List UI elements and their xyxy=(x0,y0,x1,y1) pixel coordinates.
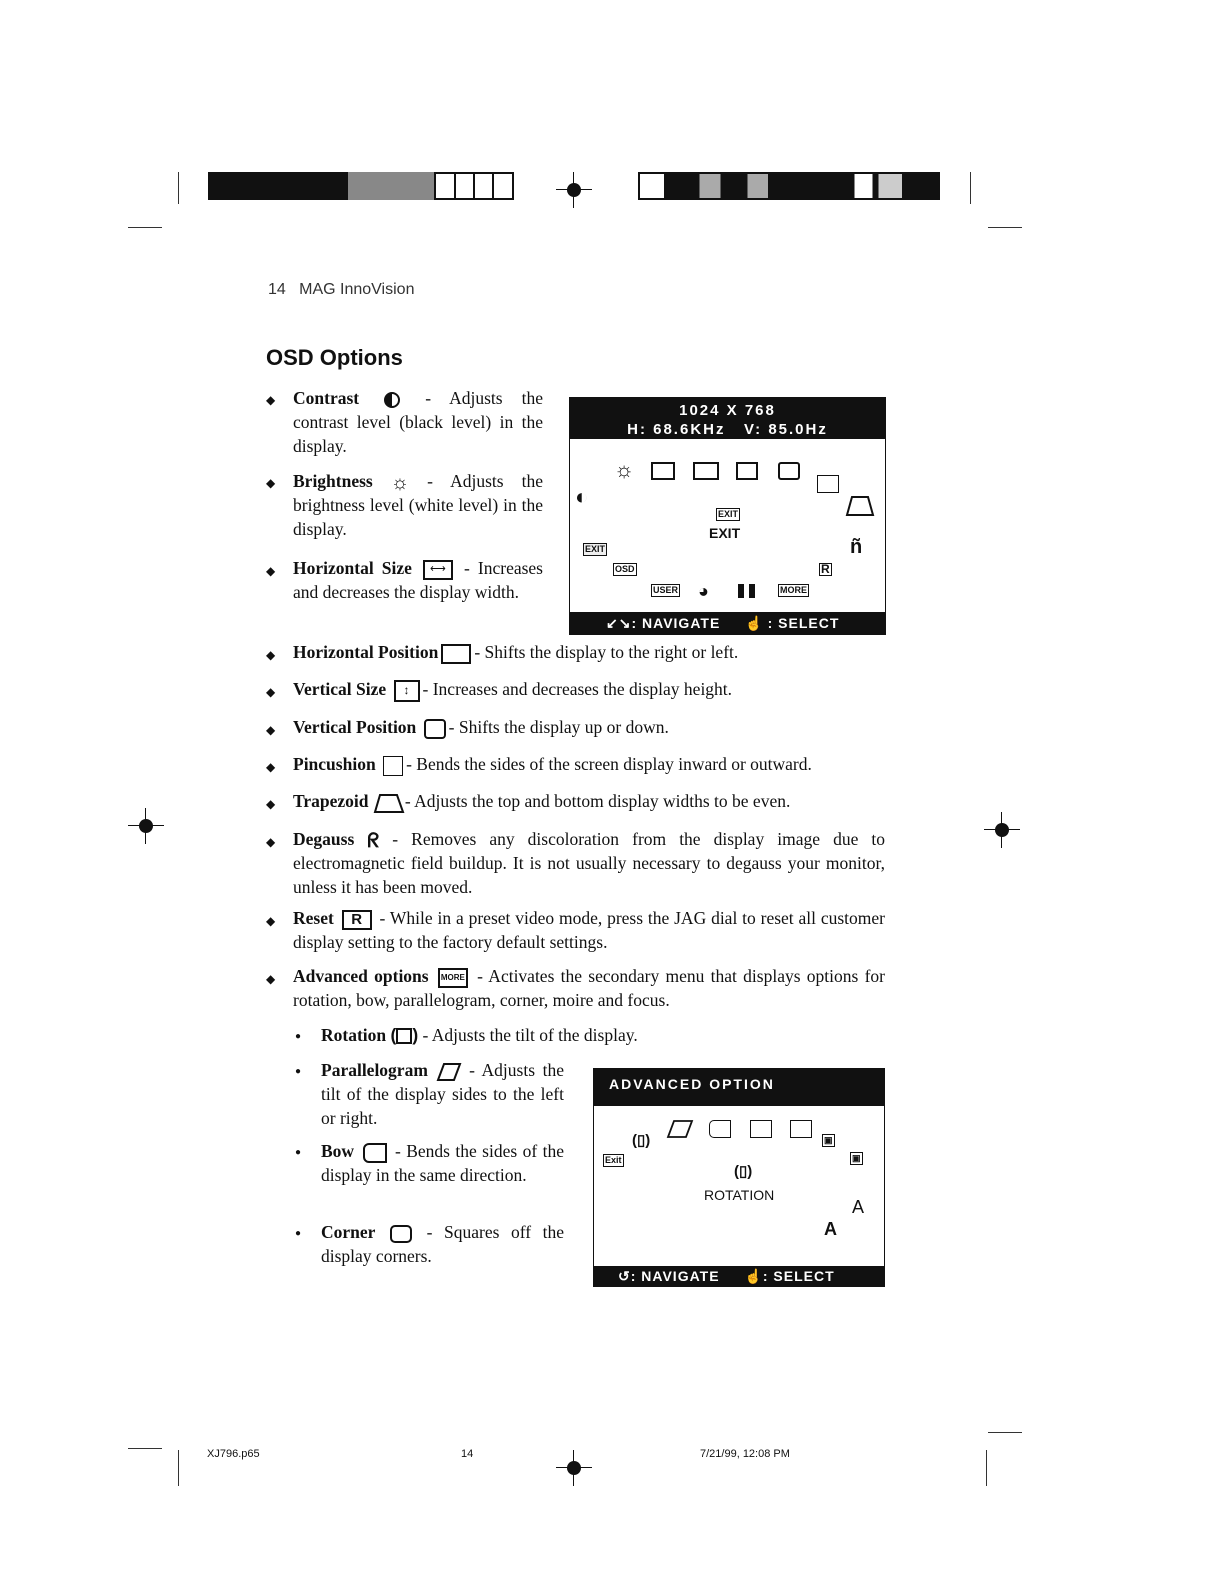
osd-advanced-option-figure xyxy=(593,1068,885,1287)
registration-mark-icon xyxy=(134,814,158,838)
color-bar xyxy=(434,172,514,200)
more-icon: MORE xyxy=(780,585,807,595)
trapezoid-icon xyxy=(845,495,875,517)
vertical-position-icon xyxy=(424,719,446,739)
page-header xyxy=(268,281,414,299)
bullet-icon: ◆ xyxy=(266,835,276,849)
pincushion-icon xyxy=(817,475,839,493)
sub-item-bow: Bow - Bends the sides of the display in the same direction. xyxy=(321,1141,565,1185)
navigate-hint: : NAVIGATE xyxy=(630,1268,720,1284)
footer-page-number: 14 xyxy=(461,1448,474,1460)
vertical-size-icon xyxy=(736,462,758,480)
osd-resolution: 1024 X 768 xyxy=(679,402,776,419)
bullet-icon: ◆ xyxy=(266,685,276,699)
item-brightness: Brightness ☼ - Adjusts the brightness level (white level) in the display. xyxy=(293,471,543,539)
bullet-icon: ● xyxy=(295,1031,302,1042)
bullet-icon: ◆ xyxy=(266,972,276,986)
rotation-label: ROTATION xyxy=(704,1187,775,1203)
bullet-icon: ◆ xyxy=(266,476,276,490)
parallelogram-icon xyxy=(666,1119,694,1139)
exit-icon: EXIT xyxy=(718,509,739,519)
sharpness-icon: A xyxy=(852,1197,865,1217)
brand-name: MAG InnoVision xyxy=(299,281,415,298)
item-reset: Reset R - While in a preset video mode, press the JAG dial to reset all customer display setting to the factory default settings. xyxy=(293,908,886,952)
contrast-icon: ◐ xyxy=(575,484,589,509)
sharpness-icon: A xyxy=(824,1219,837,1239)
select-hint: : SELECT xyxy=(762,1268,835,1284)
select-hint: : SELECT xyxy=(767,615,840,631)
trapezoid-icon xyxy=(373,792,405,814)
select-icon: ☝ xyxy=(744,1268,763,1284)
contrast-icon xyxy=(384,392,400,408)
bullet-icon: ◆ xyxy=(266,723,276,737)
advanced-option-title: ADVANCED OPTION xyxy=(594,1069,884,1106)
language-globe-icon: ◕ xyxy=(698,581,709,601)
rotation-icon: ( ) xyxy=(390,1025,419,1045)
rotation-icon: (▯) xyxy=(734,1163,753,1180)
horizontal-position-icon xyxy=(441,644,471,664)
pincushion-icon xyxy=(383,756,403,776)
bullet-icon: ◆ xyxy=(266,648,276,662)
navigate-icon: ↺ xyxy=(618,1268,631,1284)
degauss-icon: ᖇ xyxy=(367,829,380,852)
information-icon xyxy=(738,584,744,598)
osd-frequency: H: 68.6KHz V: 85.0Hz xyxy=(627,421,828,438)
navigate-icon: ↙↘ xyxy=(606,615,632,631)
item-contrast: Contrast - Adjusts the contrast level (black level) in the display. xyxy=(293,388,544,456)
moire-icon: ▣ xyxy=(824,1135,833,1145)
registration-mark-icon xyxy=(562,1456,586,1480)
brightness-icon: ☼ xyxy=(614,457,635,482)
osd-icon: OSD xyxy=(615,564,635,574)
bullet-icon: ● xyxy=(295,1228,302,1239)
user-icon: USER xyxy=(653,585,679,595)
exit-icon: Exit xyxy=(605,1155,622,1165)
vertical-position-icon xyxy=(778,462,800,480)
osd-footer-bar xyxy=(594,1266,884,1286)
corner-icon xyxy=(750,1120,772,1138)
bullet-icon: ◆ xyxy=(266,564,276,578)
corner-icon xyxy=(390,1225,412,1243)
exit-label: EXIT xyxy=(709,525,741,541)
horizontal-position-icon xyxy=(693,462,719,480)
color-bar xyxy=(208,172,348,200)
footer-timestamp: 7/21/99, 12:08 PM xyxy=(700,1448,790,1460)
registration-mark-icon xyxy=(990,818,1014,842)
bow-icon xyxy=(363,1143,387,1163)
trapezoid-adjust-icon xyxy=(790,1120,812,1138)
vertical-size-icon: ↕ xyxy=(394,680,420,702)
item-horizontal-size: Horizontal Size ⟷ - Increases and decreases the display width. xyxy=(293,558,543,602)
brightness-icon: ☼ xyxy=(390,471,410,494)
exit-icon: EXIT xyxy=(585,544,606,554)
reset-icon: R xyxy=(342,910,372,930)
rotation-icon: (▯) xyxy=(632,1132,651,1149)
sub-item-rotation: Rotation ( ) - Adjusts the tilt of the display. xyxy=(321,1025,638,1045)
osd-main-menu-figure xyxy=(569,397,886,635)
item-vertical-position: Vertical Position - Shifts the display up or down. xyxy=(293,717,669,737)
bow-icon xyxy=(709,1120,731,1138)
item-advanced-options: Advanced options MORE - Activates the secondary menu that displays options for rotation, bow, parallelogram, corner, moire and focus. xyxy=(293,966,886,1010)
bullet-icon: ● xyxy=(295,1147,302,1158)
bullet-icon: ● xyxy=(295,1066,302,1077)
color-bar xyxy=(638,172,940,200)
bullet-icon: ◆ xyxy=(266,797,276,811)
page-number: 14 xyxy=(268,281,286,298)
page-title: OSD Options xyxy=(266,345,403,370)
parallelogram-icon xyxy=(436,1062,462,1082)
osd-footer-bar xyxy=(570,612,885,634)
focus-icon: ▣ xyxy=(852,1153,861,1163)
navigate-hint: : NAVIGATE xyxy=(631,615,721,631)
bullet-icon: ◆ xyxy=(266,760,276,774)
reset-icon: R xyxy=(821,562,830,576)
horizontal-size-icon: ⟷ xyxy=(423,560,453,580)
item-pincushion: Pincushion - Bends the sides of the screen display inward or outward. xyxy=(293,754,812,774)
bullet-icon: ◆ xyxy=(266,393,276,407)
sub-item-corner: Corner - Squares off the display corners. xyxy=(321,1222,565,1266)
sub-item-parallelogram: Parallelogram - Adjusts the tilt of the display sides to the left or right. xyxy=(321,1060,564,1128)
color-bar xyxy=(348,172,434,200)
item-vertical-size: Vertical Size ↕ - Increases and decreases the display height. xyxy=(293,677,885,702)
item-trapezoid: Trapezoid - Adjusts the top and bottom display widths to be even. xyxy=(293,789,885,814)
item-degauss: Degauss ᖇ - Removes any discoloration from the display image due to electromagnetic field buildup. It is not usually necessary to degauss your monitor, unless it has been moved. xyxy=(293,829,886,897)
bullet-icon: ◆ xyxy=(266,914,276,928)
horizontal-size-icon xyxy=(651,462,675,480)
registration-mark-icon xyxy=(562,178,586,202)
footer-filename: XJ796.p65 xyxy=(207,1448,260,1460)
item-horizontal-position: Horizontal Position - Shifts the display to the right or left. xyxy=(293,642,739,662)
select-icon: ☝ xyxy=(745,615,764,631)
more-icon: MORE xyxy=(438,968,468,988)
degauss-icon: ñ xyxy=(850,536,863,558)
